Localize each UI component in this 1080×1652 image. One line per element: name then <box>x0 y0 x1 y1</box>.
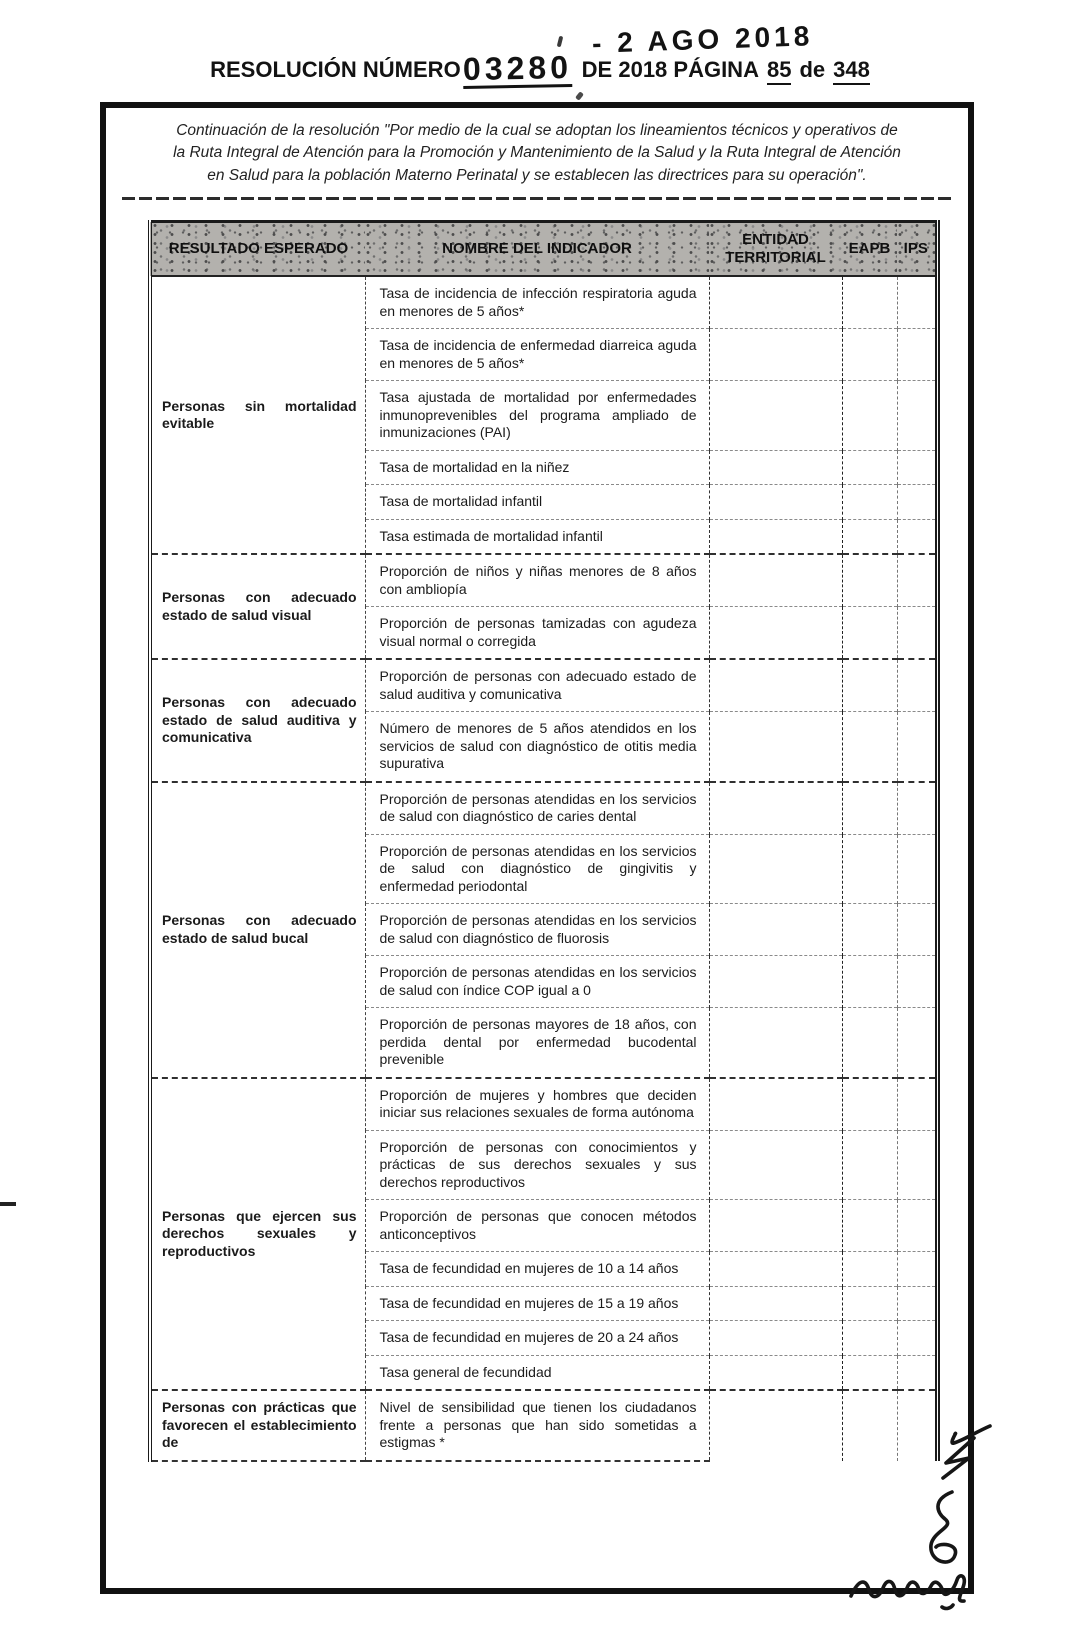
table-row <box>150 1390 937 1461</box>
entidad-territorial-cell <box>709 1078 842 1131</box>
entidad-territorial-cell <box>709 519 842 554</box>
indicador-cell: Tasa de mortalidad en la niñez <box>365 450 709 485</box>
page-number-separator: de <box>799 57 826 82</box>
entidad-territorial-cell <box>709 1130 842 1200</box>
resultado-esperado-cell: Personas con adecuado estado de salud visual <box>150 554 365 659</box>
indicador-cell: Tasa ajustada de mortalidad por enfermedades inmunoprevenibles del programa ampliado de inmunizaciones (PAI) <box>365 381 709 451</box>
indicador-cell: Tasa general de fecundidad <box>365 1355 709 1390</box>
eapb-cell <box>842 276 897 329</box>
ips-cell <box>897 381 937 451</box>
entidad-territorial-cell <box>709 1286 842 1321</box>
page-number-current: 85 <box>767 57 791 85</box>
eapb-cell <box>842 659 897 712</box>
entidad-territorial-cell <box>709 1321 842 1356</box>
ips-cell <box>897 1008 937 1078</box>
indicador-cell: Proporción de personas atendidas en los servicios de salud con diagnóstico de caries dental <box>365 782 709 835</box>
ips-cell <box>897 956 937 1008</box>
handwritten-signature-scribble <box>845 1558 977 1614</box>
indicators-table <box>148 220 940 1462</box>
ips-cell <box>897 1078 937 1131</box>
eapb-cell <box>842 485 897 520</box>
resultado-esperado-cell: Personas con adecuado estado de salud auditiva y comunicativa <box>150 659 365 782</box>
resultado-esperado-cell: Personas que ejercen sus derechos sexuales y reproductivos <box>150 1078 365 1391</box>
resultado-esperado-cell: Personas con adecuado estado de salud bucal <box>150 782 365 1078</box>
scan-artifact-margin-dash <box>0 1202 16 1206</box>
eapb-cell <box>842 1252 897 1287</box>
entidad-territorial-cell <box>709 834 842 904</box>
eapb-cell <box>842 782 897 835</box>
eapb-cell <box>842 554 897 607</box>
dashed-separator <box>122 197 952 200</box>
indicador-cell: Proporción de personas que conocen métodos anticonceptivos <box>365 1200 709 1252</box>
indicador-cell: Número de menores de 5 años atendidos en los servicios de salud con diagnóstico de otitis media supurativa <box>365 712 709 782</box>
indicador-cell: Proporción de personas mayores de 18 años, con perdida dental por enfermedad bucodental prevenible <box>365 1008 709 1078</box>
indicador-cell: Tasa de fecundidad en mujeres de 15 a 19 años <box>365 1286 709 1321</box>
indicators-tbody <box>150 276 937 1461</box>
header-nombre-indicador: NOMBRE DEL INDICADOR <box>365 222 709 277</box>
entidad-territorial-cell <box>709 956 842 1008</box>
indicador-cell: Proporción de personas atendidas en los servicios de salud con diagnóstico de fluorosis <box>365 904 709 956</box>
entidad-territorial-cell <box>709 485 842 520</box>
eapb-cell <box>842 904 897 956</box>
eapb-cell <box>842 381 897 451</box>
entidad-territorial-cell <box>709 1390 842 1461</box>
indicador-cell: Proporción de mujeres y hombres que deciden iniciar sus relaciones sexuales de forma autónoma <box>365 1078 709 1131</box>
eapb-cell <box>842 607 897 660</box>
header-entidad-territorial: ENTIDAD TERRITORIAL <box>709 222 842 277</box>
eapb-cell <box>842 1078 897 1131</box>
resolution-title-suffix: DE 2018 PÁGINA <box>581 57 759 82</box>
ips-cell <box>897 554 937 607</box>
ips-cell <box>897 329 937 381</box>
table-row <box>150 1078 937 1131</box>
eapb-cell <box>842 1390 897 1461</box>
resolution-number-stamp: 03280 <box>462 49 572 87</box>
entidad-territorial-cell <box>709 1252 842 1287</box>
eapb-cell <box>842 834 897 904</box>
date-stamp: - 2 AGO 2018 <box>591 20 814 59</box>
header-resultado-esperado: RESULTADO ESPERADO <box>150 222 365 277</box>
indicador-cell: Tasa estimada de mortalidad infantil <box>365 519 709 554</box>
entidad-territorial-cell <box>709 276 842 329</box>
entidad-territorial-cell <box>709 554 842 607</box>
page-number-total: 348 <box>833 57 870 85</box>
indicador-cell: Nivel de sensibilidad que tienen los ciudadanos frente a personas que han sido sometidas a estigmas * <box>365 1390 709 1461</box>
ips-cell <box>897 1321 937 1356</box>
table-row <box>150 782 937 835</box>
scan-artifact-tick <box>557 36 564 48</box>
eapb-cell <box>842 1286 897 1321</box>
ips-cell <box>897 1355 937 1390</box>
eapb-cell <box>842 956 897 1008</box>
handwritten-check-mark <box>916 1416 998 1486</box>
ips-cell <box>897 276 937 329</box>
entidad-territorial-cell <box>709 450 842 485</box>
table-row <box>150 276 937 329</box>
entidad-territorial-cell <box>709 782 842 835</box>
eapb-cell <box>842 1355 897 1390</box>
entidad-territorial-cell <box>709 329 842 381</box>
resolution-title <box>0 50 1080 86</box>
eapb-cell <box>842 1200 897 1252</box>
indicador-cell: Proporción de personas tamizadas con agudeza visual normal o corregida <box>365 607 709 660</box>
ips-cell <box>897 782 937 835</box>
entidad-territorial-cell <box>709 607 842 660</box>
entidad-territorial-cell <box>709 1008 842 1078</box>
eapb-cell <box>842 519 897 554</box>
indicador-cell: Proporción de personas con adecuado estado de salud auditiva y comunicativa <box>365 659 709 712</box>
scan-artifact-dot <box>575 91 584 100</box>
entidad-territorial-cell <box>709 904 842 956</box>
ips-cell <box>897 1286 937 1321</box>
ips-cell <box>897 1252 937 1287</box>
ips-cell <box>897 659 937 712</box>
header-eapb: EAPB <box>842 222 897 277</box>
ips-cell <box>897 1130 937 1200</box>
eapb-cell <box>842 1130 897 1200</box>
entidad-territorial-cell <box>709 712 842 782</box>
ips-cell <box>897 712 937 782</box>
ips-cell <box>897 485 937 520</box>
entidad-territorial-cell <box>709 659 842 712</box>
eapb-cell <box>842 1008 897 1078</box>
eapb-cell <box>842 712 897 782</box>
eapb-cell <box>842 450 897 485</box>
entidad-territorial-cell <box>709 1355 842 1390</box>
resultado-esperado-cell: Personas sin mortalidad evitable <box>150 276 365 554</box>
indicador-cell: Tasa de mortalidad infantil <box>365 485 709 520</box>
indicador-cell: Tasa de fecundidad en mujeres de 10 a 14 años <box>365 1252 709 1287</box>
ips-cell <box>897 450 937 485</box>
resolution-title-prefix: RESOLUCIÓN NÚMERO <box>210 57 461 82</box>
header-ips: IPS <box>897 222 937 277</box>
indicador-cell: Tasa de incidencia de enfermedad diarreica aguda en menores de 5 años* <box>365 329 709 381</box>
ips-cell <box>897 904 937 956</box>
entidad-territorial-cell <box>709 1200 842 1252</box>
eapb-cell <box>842 329 897 381</box>
indicador-cell: Tasa de incidencia de infección respiratoria aguda en menores de 5 años* <box>365 276 709 329</box>
ips-cell <box>897 1200 937 1252</box>
indicador-cell: Proporción de niños y niñas menores de 8 años con ambliopía <box>365 554 709 607</box>
entidad-territorial-cell <box>709 381 842 451</box>
indicador-cell: Proporción de personas atendidas en los servicios de salud con diagnóstico de gingivitis y enfermedad periodontal <box>365 834 709 904</box>
ips-cell <box>897 607 937 660</box>
ips-cell <box>897 834 937 904</box>
continuation-notice: Continuación de la resolución "Por medio de la cual se adoptan los lineamientos técnicos y operativos de la Ruta Integral de Atención para la Promoción y Mantenimiento de la Salud y la Ruta Integral de Atención en Salud para la población Materno Perinatal y se establecen las directrices para su operación". <box>173 122 901 184</box>
table-row <box>150 659 937 712</box>
indicador-cell: Proporción de personas con conocimientos y prácticas de sus derechos sexuales y sus derechos reproductivos <box>365 1130 709 1200</box>
resultado-esperado-cell: Personas con prácticas que favorecen el establecimiento de <box>150 1390 365 1461</box>
ips-cell <box>897 519 937 554</box>
indicador-cell: Proporción de personas atendidas en los servicios de salud con índice COP igual a 0 <box>365 956 709 1008</box>
document-border-box <box>100 102 974 1594</box>
table-header-row <box>150 222 937 277</box>
indicador-cell: Tasa de fecundidad en mujeres de 20 a 24 años <box>365 1321 709 1356</box>
eapb-cell <box>842 1321 897 1356</box>
table-row <box>150 554 937 607</box>
